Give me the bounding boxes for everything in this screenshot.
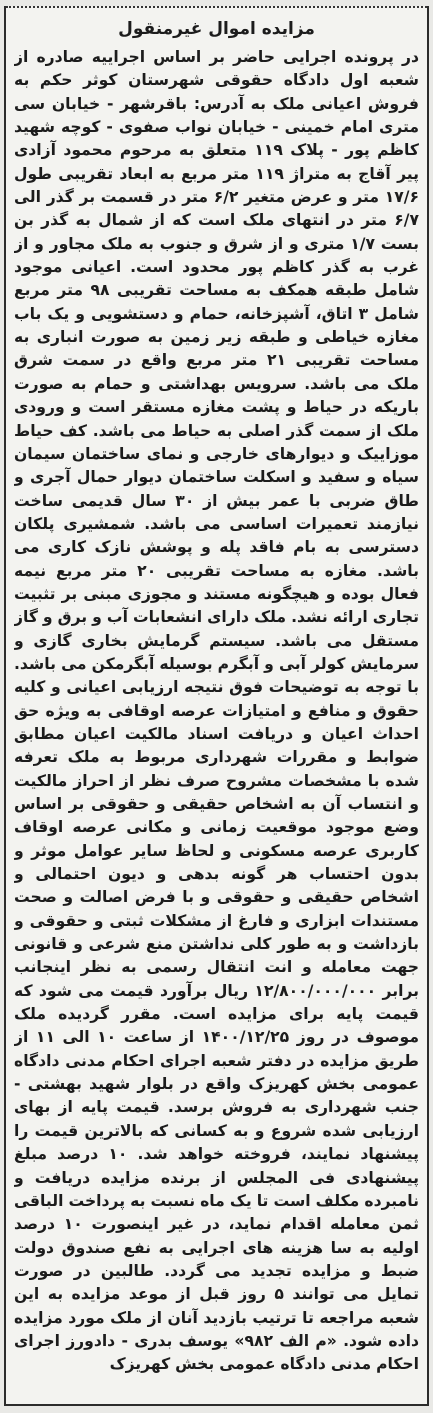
notice-title: مزایده اموال غیرمنقول bbox=[118, 19, 315, 39]
bottom-rule bbox=[6, 1404, 427, 1406]
notice-body: در پرونده اجرایی حاضر بر اساس اجراییه صادره از شعبه اول دادگاه حقوقی شهرستان کوثر حکم به فروش اعیانی ملک به آدرس: باقرشهر - خیابان سی متری امام خمینی - خیابان نواب صفوی - کوچه شهید کاظم پور - پلاک ۱۱۹ متعلق به مرحوم محمود آزادی پیر آقاج به متراژ ۱۱۹ متر مربع به ابعاد تقریبی طول ۱۷/۶ متر و عرض متغیر ۶/۲ متر در قسمت بر گذر الی ۶/۷ متر در انتهای ملک است که از شمال به گذر بن بست ۱/۷ متری و از شرق و جنوب به ملک مجاور و از غرب به گذر کاظم پور محدود است. اعیانی موجود شامل طبقه همکف به مساحت تقریبی ۹۸ متر مربع شامل ۳ اتاق، آشپزخانه، حمام و دستشویی و یک باب مغازه خیاطی و طبقه زیر زمین به صورت انباری به مساحت تقریبی ۲۱ متر مربع واقع در سمت شرق ملک می باشد. سرویس بهداشتی و حمام به صورت باریکه در حیاط و پشت مغازه مستقر است و ورودی ملک از سمت گذر اصلی به حیاط می باشد. کف حیاط موزاییک و دیوارهای خارجی و نمای ساختمان سیمان سیاه و سفید و اسکلت ساختمان دیوار حمال آجری و طاق ضربی با عمر بیش از ۳۰ سال قدیمی ساخت نیازمند تعمیرات اساسی می باشد. شمشیری پلکان دسترسی به بام فاقد پله و پوشش نازک کاری می باشد. مغازه به مساحت تقریبی ۲۰ متر مربع نیمه فعال بوده و هیچگونه مستند و مجوزی مبنی بر تثبیت تجاری ارائه نشد. ملک دارای انشعابات آب و برق و گاز مستقل می باشد. سیستم گرمایش بخاری گازی و سرمایش کولر آبی و آبگرم بوسیله آبگرمکن می باشد. با توجه به توضیحات فوق نتیجه ارزیابی اعیانی و کلیه حقوق و منافع و امتیازات عرصه اوقافی به ویژه حق احداث اعیان و دریافت اسناد مالکیت اعیان مطابق ضوابط و مقررات شهرداری مربوط به ملک تعرفه شده با مشخصات مشروح صرف نظر از احراز مالکیت و انتساب آن به اشخاص حقیقی و حقوقی بر اساس وضع موجود موقعیت زمانی و مکانی عرصه اوقاف کاربری عرصه مسکونی و لحاظ سایر عوامل موثر و بدون احتساب هر گونه بدهی و دیون احتمالی و اشخاص حقیقی و حقوقی و با فرض اصالت و صحت مستندات ابزاری و فارغ از مشکلات ثبتی و حقوقی و بازداشت و به طور کلی نداشتن منع شرعی و قانونی جهت معامله و انت انتقال رسمی به نظر اینجانب برابر ۱۲/۸۰۰/۰۰۰/۰۰۰ ریال برآورد قیمت می شود که قیمت پایه برای مزایده است. مقرر گردیده ملک موصوف در روز ۱۴۰۰/۱۲/۲۵ از ساعت ۱۰ الی ۱۱ از طریق مزایده در دفتر شعبه اجرای احکام مدنی دادگاه عمومی بخش کهریزک واقع در بلوار شهید بهشتی - جنب شهرداری به فروش برسد. قیمت پایه از بهای ارزیابی شده شروع و به کسانی که بالاترین قیمت را پیشنهاد نمایند، فروخته خواهد شد. ۱۰ درصد مبلغ پیشنهادی فی المجلس از برنده مزایده دریافت و نامبرده مکلف است تا یک ماه نسبت به پرداخت الباقی ثمن معامله اقدام نماید، در غیر اینصورت ۱۰ درصد اولیه به سا هزینه های اجرایی به نفع صندوق دولت ضبط و مزایده تجدید می گردد. طالبین در صورت تمایل می توانند ۵ روز قبل از موعد مزایده به این شعبه مراجعه تا ترتیب بازدید آنان از ملک مورد مزایده داده شود. «م الف ۹۸۲» یوسف بدری - دادورز اجرای احکام مدنی دادگاه عمومی بخش کهریزک bbox=[14, 48, 419, 1374]
top-dotted-rule bbox=[6, 6, 427, 8]
newspaper-clipping bbox=[4, 6, 429, 1406]
